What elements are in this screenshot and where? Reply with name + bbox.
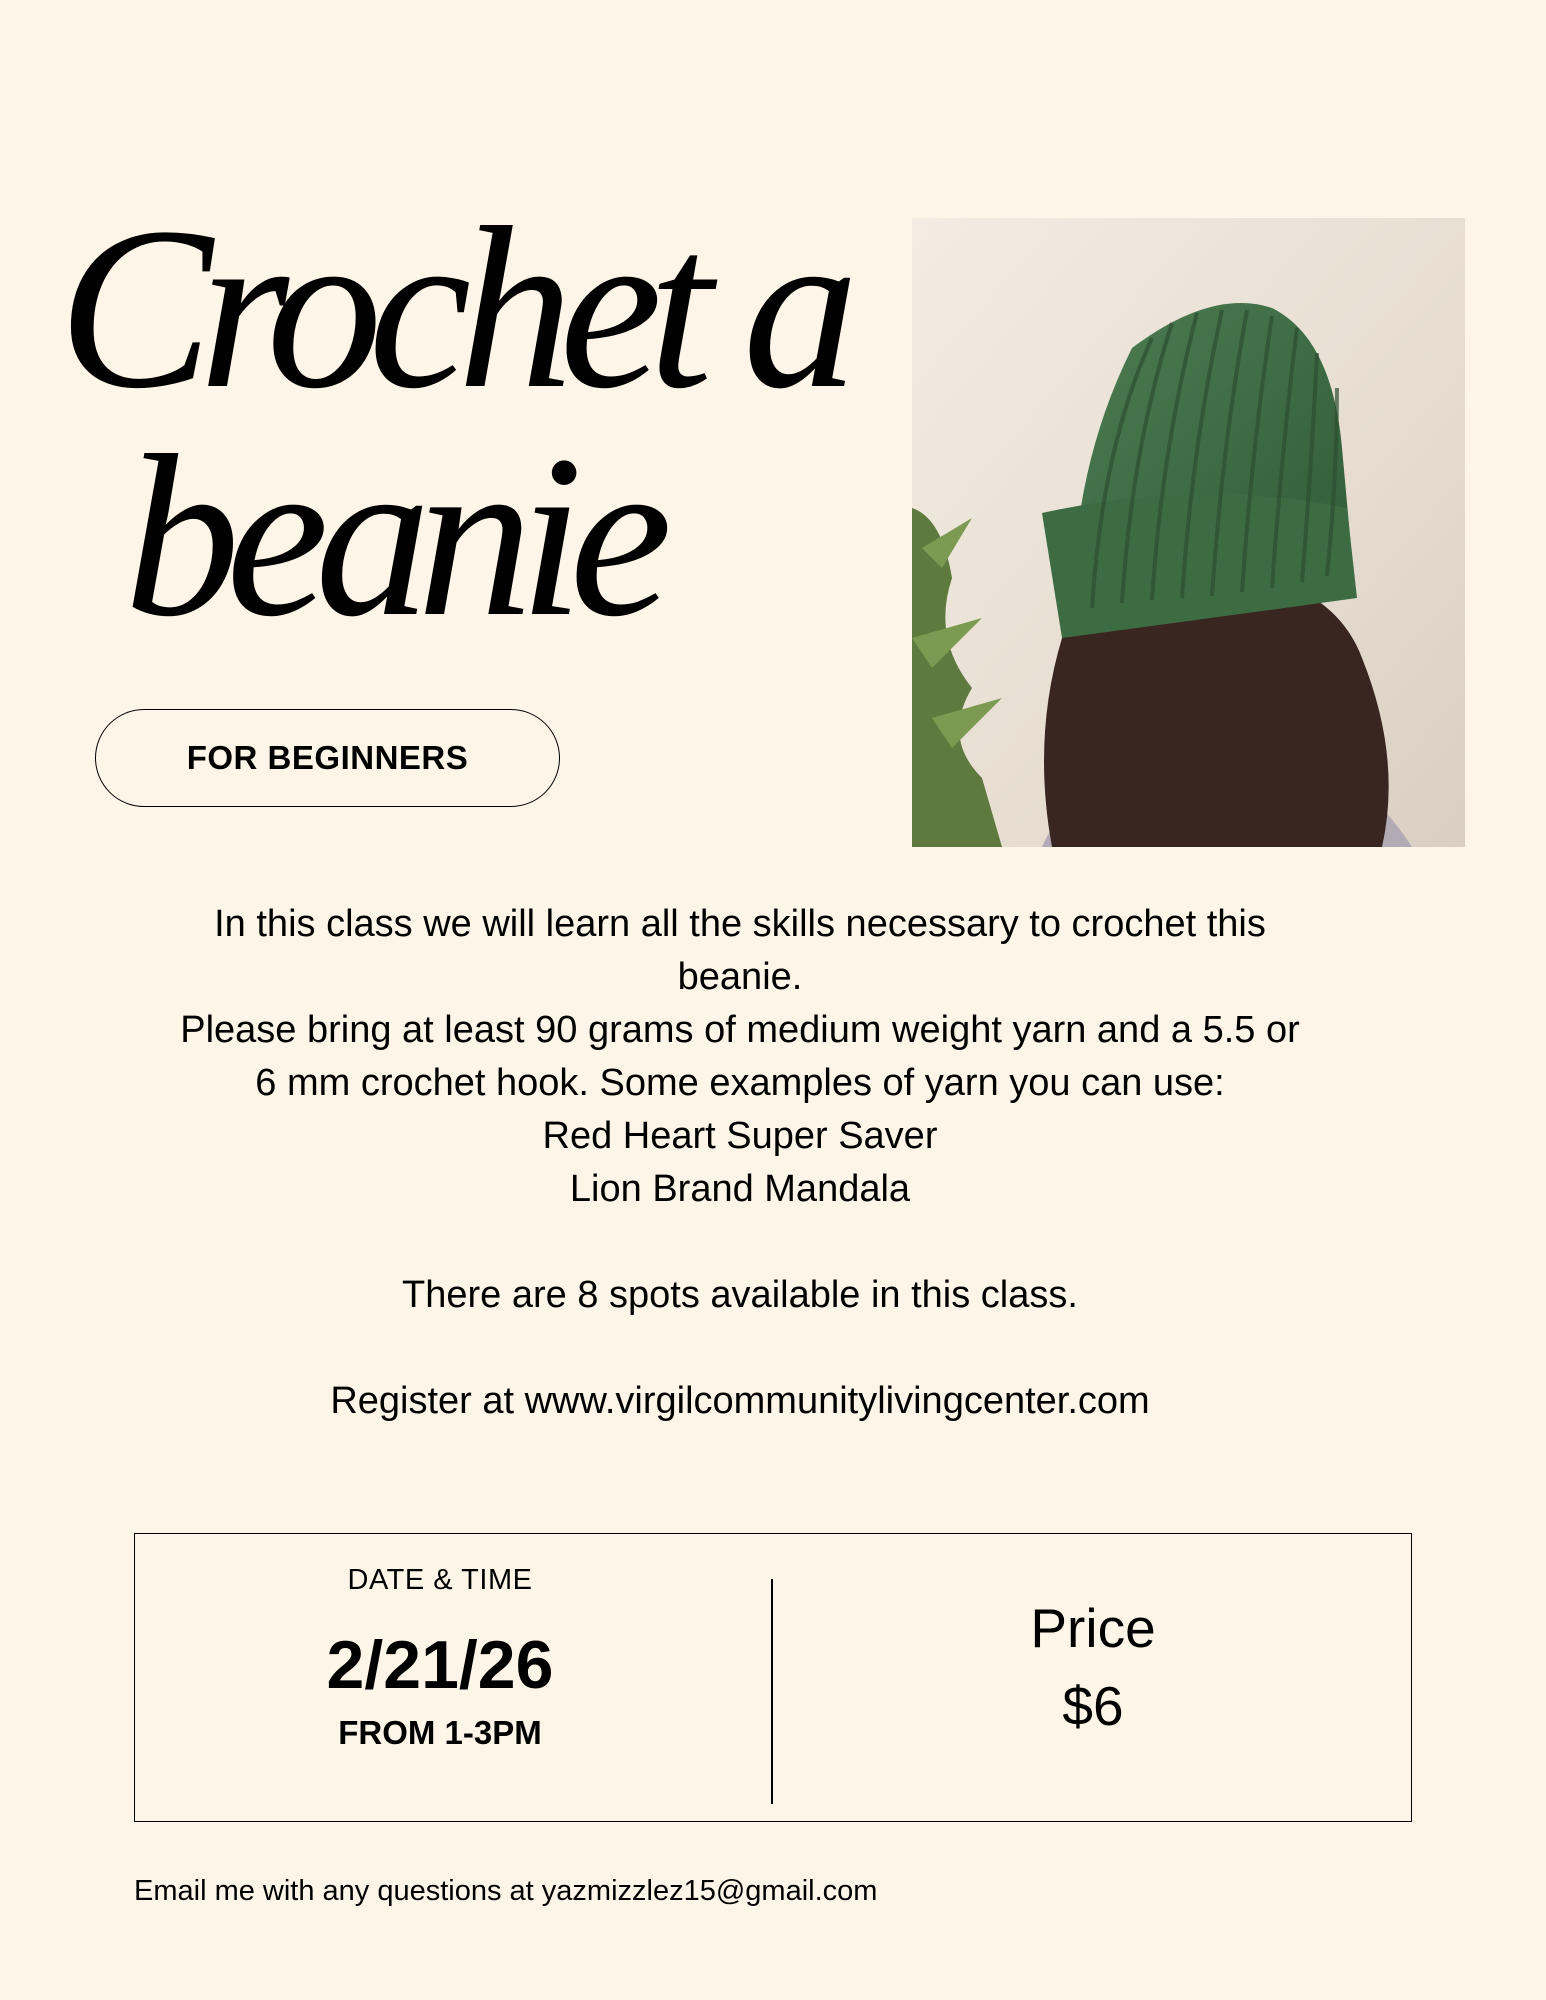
price-label: Price [1030, 1597, 1156, 1659]
info-divider [771, 1579, 773, 1804]
page-title [58, 180, 845, 665]
title-line-2: beanie [124, 408, 659, 665]
intro-text: In this class we will learn all the skills necessary to crochet this beanie. [214, 903, 1266, 998]
beanie-photo [912, 218, 1465, 847]
price-value: $6 [1062, 1675, 1124, 1737]
beanie-photo-illustration [912, 218, 1465, 847]
class-time: FROM 1-3PM [338, 1714, 542, 1751]
register-text[interactable]: Register at www.virgilcommunitylivingcenter.com [330, 1380, 1150, 1422]
date-time-label: DATE & TIME [347, 1564, 533, 1596]
class-date: 2/21/26 [326, 1627, 554, 1703]
yarn-example-1: Red Heart Super Saver [542, 1115, 938, 1157]
supplies-text: Please bring at least 90 grams of medium weight yarn and a 5.5 or 6 mm crochet hook. Some examples of yarn you can use: [180, 1009, 1300, 1104]
beginners-badge: FOR BEGINNERS [95, 709, 560, 807]
yarn-example-2: Lion Brand Mandala [569, 1168, 911, 1210]
spots-text: There are 8 spots available in this class. [402, 1274, 1078, 1316]
info-box [134, 1533, 1412, 1822]
class-description [180, 898, 1300, 1428]
title-line-1: Crochet a [58, 180, 845, 437]
contact-email-text: Email me with any questions at yazmizzlez15@gmail.com [134, 1875, 878, 1907]
